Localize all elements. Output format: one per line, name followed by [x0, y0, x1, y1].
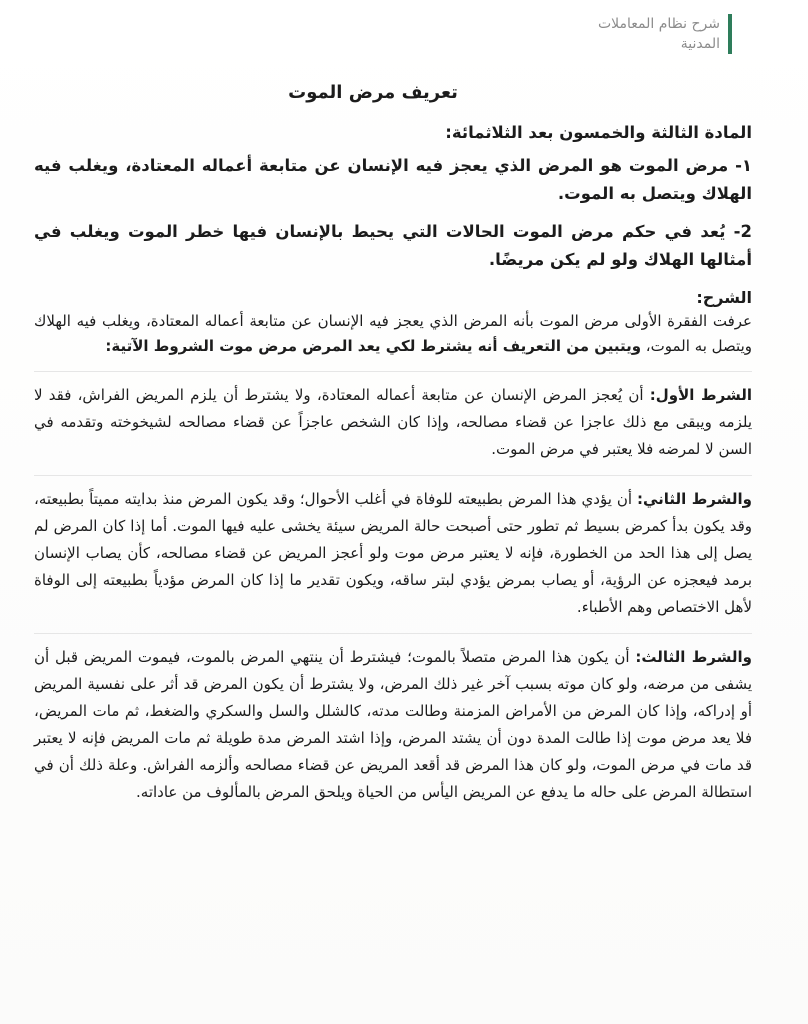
- page-title: تعريف مرض الموت: [288, 82, 458, 103]
- explanation-intro: [34, 309, 752, 359]
- condition-3-text: أن يكون هذا المرض متصلاً بالموت؛ فيشترط أن ينتهي المرض بالموت، فيموت المريض قبل أن يشفى من مرضه، ولو كان موته بسبب آخر غير ذلك المرض، ولا يشترط أن يكون المرض قد أثر على نفسية المريض أو إدراكه، وإذا كان المرض من الأمراض المزمنة وطالت مدته، كالشلل والسل والسكري والضغط، ثم مات المريض، فلا يعد مرض موت إذا طالت المدة دون أن يشتد المرض، وإذا اشتد المرض مدة طويلة ثم مات المريض فإنه لا يعتبر قد مات في مرض الموت، ولو كان هذا المرض قد أقعد المريض عن قضاء مصالحه وألزمه الفراش. وعلة ذلك أن في استطالة المرض على حاله ما يدفع عن المريض اليأس من الحياة ويلحق المرض بالمألوف من عاداته.: [34, 648, 752, 801]
- header-line-2: المدنية: [680, 36, 720, 52]
- divider: [34, 371, 752, 372]
- divider: [34, 475, 752, 476]
- article-clause-1: ١- مرض الموت هو المرض الذي يعجز فيه الإنسان عن متابعة أعماله المعتادة، ويغلب فيه الهلاك ويتصل به الموت.: [34, 156, 752, 203]
- document-body: [34, 82, 752, 818]
- explanation-intro-bold: ويتبين من التعريف أنه يشترط لكي يعد المرض مرض موت الشروط الآتية:: [105, 337, 642, 355]
- condition-1-text: أن يُعجز المرض الإنسان عن متابعة أعماله المعتادة، ولا يشترط أن يلزم المريض الفراش، فقد لا يلزمه ويبقى مع ذلك عاجزا عن قضاء مصالحه، وإذا كان الشخص عاجزاً عن قضاء مصالحه لشيخوخته وتقدمه في السن لا لمرضه فلا يعتبر في مرض الموت.: [34, 386, 752, 458]
- explanation-intro-text: عرفت الفقرة الأولى مرض الموت بأنه المرض الذي يعجز فيه الإنسان عن متابعة أعماله المعتادة، ويغلب فيه الهلاك ويتصل به الموت،: [34, 312, 752, 355]
- article-heading: المادة الثالثة والخمسون بعد الثلاثمائة:: [445, 123, 752, 142]
- condition-2-text: أن يؤدي هذا المرض بطبيعته للوفاة في أغلب الأحوال؛ وقد يكون المرض منذ بدايته مميتاً بطبيعته، وقد يكون بدأ كمرض بسيط ثم تطور حتى أصبحت حالة المريض سيئة يخشى عليه فيها الموت. أما إذا كان المرض لم يصل إلى هذا الحد من الخطورة، فإنه لا يعتبر مرض موت ولو أعجز المريض عن قضاء مصالحه، كأن يصاب الإنسان برمد فيعجزه عن الرؤية، أو يصاب بمرض يؤدي لبتر ساقه، ويكون تقدير ما إذا كان المرض مؤدياً بطبيعته إلى الوفاة لأهل الاختصاص وهم الأطباء.: [34, 490, 752, 616]
- condition-2: [34, 486, 752, 621]
- book-header: [598, 14, 732, 54]
- divider: [34, 633, 752, 634]
- condition-1: [34, 382, 752, 463]
- condition-3: [34, 644, 752, 806]
- condition-2-label: والشرط الثاني:: [636, 490, 752, 508]
- article-clause-2: 2- يُعد في حكم مرض الموت الحالات التي يحيط بالإنسان فيها خطر الموت ويغلب في أمثالها الهلاك ولو لم يكن مريضًا.: [34, 222, 752, 269]
- explanation-label: الشرح:: [696, 288, 752, 307]
- condition-3-label: والشرط الثالث:: [635, 648, 752, 666]
- condition-1-label: الشرط الأول:: [649, 386, 752, 404]
- header-line-1: شرح نظام المعاملات: [597, 16, 720, 32]
